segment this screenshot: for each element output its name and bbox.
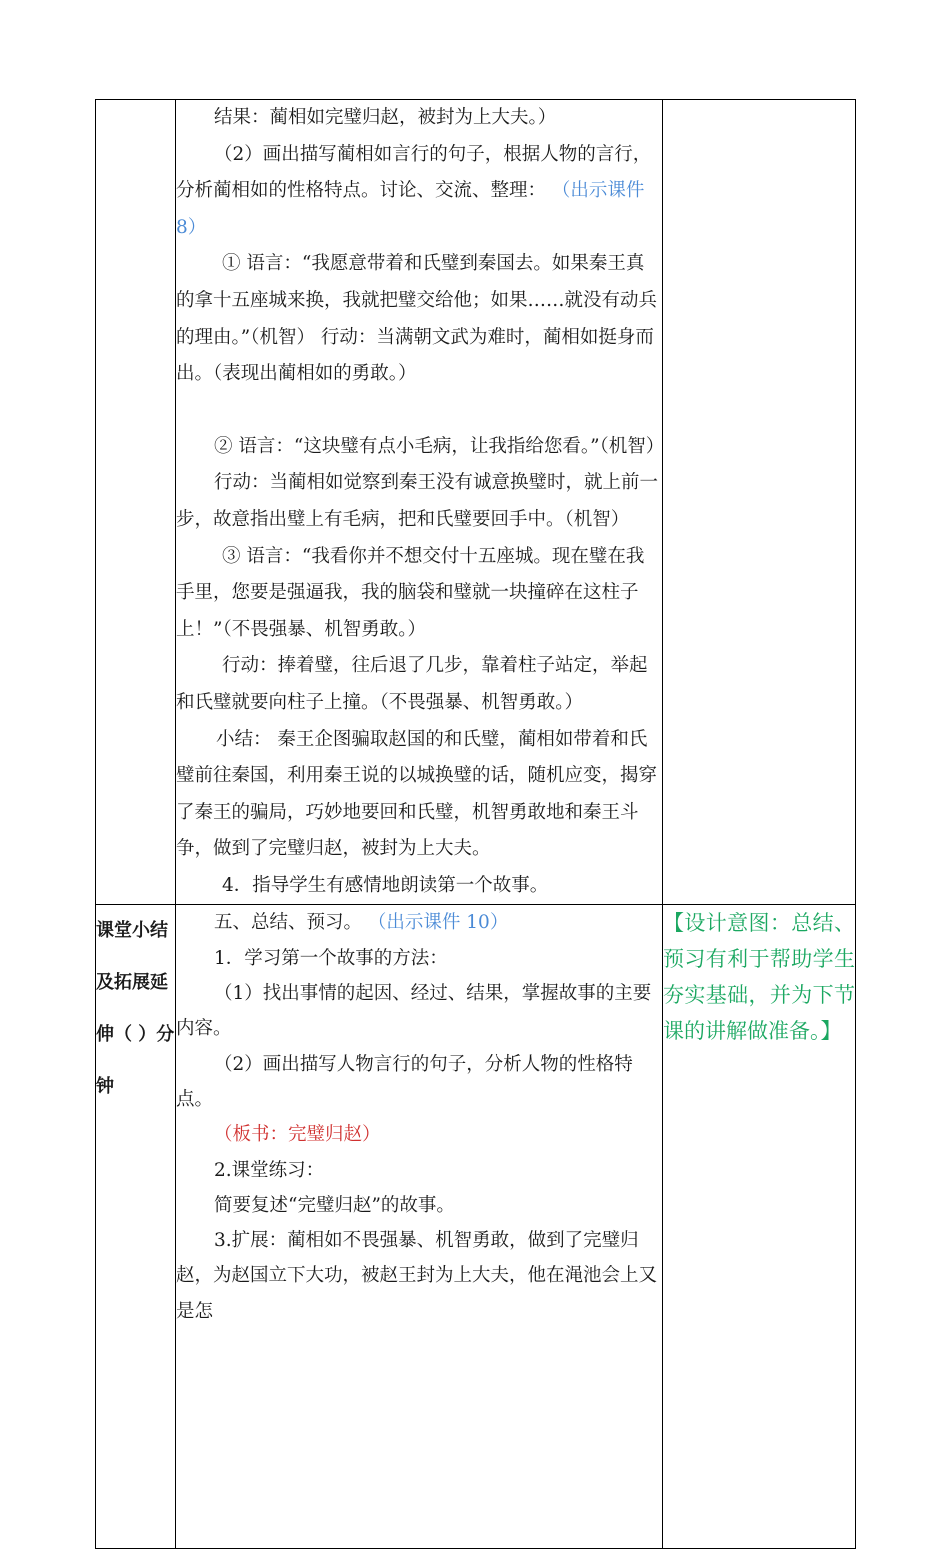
speech-1: ① 语言：“我愿意带着和氏璧到秦国去。如果秦王真的拿十五座城来换，我就把璧交给他；如果……就没有动兵的理由。”（机智） 行动：当满朝文武为难时，蔺相如挺身而出。（表现出蔺相如的勇敢。） <box>176 253 658 385</box>
method-step-2: （2）画出描写人物言行的句子，分析人物的性格特点。 <box>176 1053 633 1110</box>
design-intent-cell-empty <box>663 100 856 905</box>
practice-task: 简要复述“完璧归赵”的故事。 <box>214 1194 455 1216</box>
section-label-line: 钟 <box>96 1076 114 1098</box>
section-label-line: 及拓展延 <box>96 972 168 994</box>
practice-heading: 2.课堂练习： <box>214 1159 325 1181</box>
speech-2: ② 语言：“这块璧有点小毛病，让我指给您看。”（机智） <box>214 435 665 457</box>
summary-paragraph: 小结： 秦王企图骗取赵国的和氏璧，蔺相如带着和氏璧前往秦国，利用秦王说的以城换璧的话，随机应变，揭穿了秦王的骗局，巧妙地要回和氏璧，机智勇敢地和秦王斗争，做到了完璧归赵，被封为上大夫。 <box>176 728 658 860</box>
reading-guidance: 4．指导学生有感情地朗读第一个故事。 <box>222 874 549 896</box>
summary-heading <box>176 905 662 940</box>
speech-3: ③ 语言：“我看你并不想交付十五座城。现在璧在我手里，您要是强逼我，我的脑袋和璧就一块撞碎在这柱子上！”（不畏强暴、机智勇敢。） <box>176 545 645 640</box>
extension-text: 3.扩展：蔺相如不畏强暴、机智勇敢，做到了完璧归赵，为赵国立下大功，被赵王封为上大夫，他在渑池会上又是怎 <box>176 1230 658 1322</box>
method-step-1: （1）找出事情的起因、经过、结果，掌握故事的主要内容。 <box>176 983 652 1040</box>
spacer <box>176 393 662 429</box>
table-row <box>96 100 856 905</box>
section-label-cell <box>96 905 176 1549</box>
method-line: 1．学习第一个故事的方法： <box>214 947 448 969</box>
action-3: 行动：捧着璧，往后退了几步，靠着柱子站定，举起和氏璧就要向柱子上撞。（不畏强暴、机智勇敢。） <box>176 655 648 713</box>
section-label-line: 课堂小结 <box>96 920 168 942</box>
blackboard-note: （板书：完璧归赵） <box>214 1124 381 1146</box>
design-intent-cell: 【设计意图：总结、预习有利于帮助学生夯实基础，并为下节课的讲解做准备。】 <box>663 905 856 1549</box>
task-2-text: （2）画出描写蔺相如言行的句子，根据人物的言行，分析蔺相如的性格特点。讨论、交流、整理： <box>176 143 652 202</box>
result-line: 结果：蔺相如完璧归赵，被封为上大夫。） <box>214 107 557 128</box>
summary-preview-cell <box>176 905 663 1549</box>
lesson-plan-table <box>95 99 856 1549</box>
teaching-process-cell <box>176 100 663 905</box>
courseware-8-note: （出示课件 8） <box>176 180 645 238</box>
action-2: 行动：当蔺相如觉察到秦王没有诚意换璧时，就上前一步，故意指出璧上有毛病，把和氏璧要回手中。（机智） <box>176 472 659 530</box>
heading-text: 五、总结、预习。 <box>214 912 363 934</box>
section-cell-empty <box>96 100 176 905</box>
courseware-10-note: （出示课件 10） <box>367 912 509 934</box>
table-row <box>96 905 856 1549</box>
task-2-line <box>176 137 662 247</box>
section-label-line: 伸（ ）分 <box>96 1024 175 1046</box>
